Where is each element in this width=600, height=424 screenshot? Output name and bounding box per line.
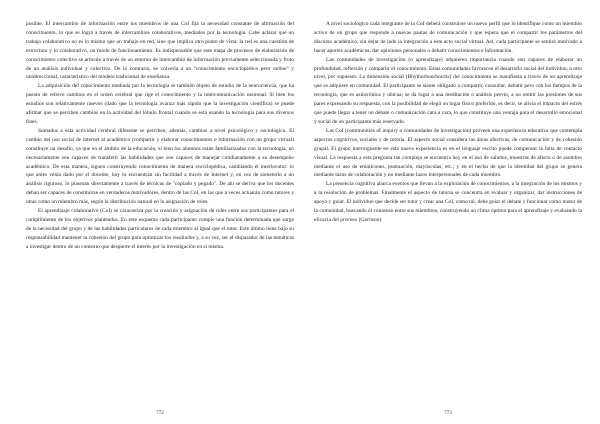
paragraph: La presencia cognitiva abarca eventos que llevan a la exploración de conocimientos, a la integración de los mismos y a la resolución de problemas. Finalmente el aspecto de tutoría se concentra en evaluar y organizar, dar instrucciones de apoyo y guiar. El individuo que decide ser tutor y crear una CoI, como tal, debe guiar el debate y funcionar como motor de la comunidad, buscando el consenso entre sus miembros, construyendo un clima óptimo para el aprendizaje y evaluando la eficacia del proceso (Garrison).	[314, 181, 582, 223]
paragraph: Las CoI (communities of inquiry o comunidades de investigación) proveen una experiencia educativa que contempla aspectos cognitivos, sociales y de tutoría. El aspecto social considera las áreas afectivas, de comunicación y de cohesión grupal. El grupo interroguente en esta nueva experiencia es en el lenguaje escrito puede compensar la falta de contacto visual. La respuesta a esta pregunta tan compleja se encuentra hoy en el uso de saludos, muestras de afecto o de asombro mediante el uso de emoticones, puntuación, mayúsculas, etc.; y en el hecho de que la identidad del grupo se genera mediante lazos de colaboración y no mediante lazos interpersonales de cada miembro.	[314, 127, 582, 179]
paragraph: La adquisición del conocimiento mediada por la tecnología se también objeto de estudio de la neurociencia, que ha puesto de relieve cambios en el orden cerebral que rige el conocimiento y la intercomunicación neuronal. Si bien los estudios son relativamente nuevos (dado que la tecnología avanza más rápido que la investigación científica) se puede afirmar que se perciben cambios en la actividad del lóbulo frontal cuando se está usando la tecnología para sus diversos fines.	[26, 83, 294, 125]
page-number: 773	[444, 411, 452, 416]
paragraph: A nivel sociológico cada integrante de la CoI deberá construirse un nuevo perfil que lo identifique como un miembro activo de un grupo que responde a nuevas pautas de comunicación y que espera que el compartir los parámetros del discurso académico, sin dejar de lado la integración a este acto social virtual. Así, cada participante se sentirá motivado a hacer aportes académicos, dar opiniones personales o debatir conocimientos e información.	[314, 21, 582, 54]
paragraph: Las comunidades de investigación (o aprendizaje) adquieren importancia cuando son capaces de elaborar un profundidad, reflexión y compartir el conocimiento. Estas comunidades favorecen el desarrollo social del individuo, a otro nivel, por supuesto. La dimensión social (Bhythorhoorhos/tis) del conocimiento se manifiesta a través de un aprendizaje que se adquiere en comunidad. El participante se siente obligado a compartir, consultar, debatir pero con los tiempos de la tecnología, que es asincrónica y ubicua; se da lugar a una meditación o análisis previo, a no omitir las presiones de sus pares expresando su respuesta, con la posibilidad de elegir su lugar físico preferido, es decir, se alivia el impacto del estrés que puede llegar a tener un debate o comunicación cara a cara, lo que constituye una ventaja para el desarrollo emocional y social de un participante más reservado.	[314, 56, 582, 125]
paragraph: El aprendizaje colaborativo (CoI) se caracteriza por la creación y asignación de roles entre sus participantes para el cumplimiento de los objetivos planteados. En este esquema cada participante cumple una función determinada que surge de la necesidad del grupo y de las habilidades particulares de cada miembro al igual que el tutor. Este último tiene bajo su responsabilidad mantener la cohesión del grupo para optimizar los resultados y, a su vez, ser el disparador de las temáticas a investigar dentro de un contexto que despierte el interés por la investigación en sí misma.	[26, 208, 294, 250]
right-page	[314, 20, 582, 416]
left-page	[26, 20, 294, 416]
paragraph: posible. El intercambio de información entre los miembros de una CoI fija la necesidad constante de afirmación del conocimiento, lo que se logra a través de intercambios colaborativos, mediados por la tecnología. Cabe aclarar que un trabajo colaborativo no es lo mismo que un trabajo en red, sino que implica otro punto de vista: la red es una cuestión de estructura y lo colaborativo, un modo de funcionamiento. Es indispensable que este mapa de procesos de elaboración de conocimiento colectivo se articule a través de un entorno de intercambio de información previamente seleccionada y fruto de un análisis individual y colectivo. De lo contrario, se volvería a un "conocimiento enciclopédico pero online" y unidireccional, característico del modelo tradicional de enseñanza.	[26, 21, 294, 81]
page-number: 772	[156, 411, 164, 416]
right-page-text	[314, 20, 582, 402]
paragraph: Sumados a esta actividad cerebral diferente se perciben, además, cambios a nivel psicológico y sociológico. El cambio del uso social de internet al académico (compartir y elaborar conocimientos e información con un grupo virtual) constituye un desafío, ya que en el ámbito de la educación, si bien los alumnos están familiarizados con la tecnología, no necesariamente son capaces de transferir las habilidades que son capaces de manejar cotidianamente a su desempeño académico. De esta manera, siguen construyendo conocimiento de manera enciclopédica, cambiando el interlocutor: lo que antes venía dado por el docente, hoy lo encuentran sin facilidad a través de Internet y, en vez de someterlo a un análisis riguroso, lo plasman directamente a través de técnicas de "copiado y pegado". De ahí se deriva que los docentes deban ser capaces de constituirse en verdaderos motivadores, dentro de las CoI, en las que a veces actuarán como tutores y otras como un miembro más, según la distribución natural en la asignación de roles.	[26, 127, 294, 206]
left-page-text	[26, 20, 294, 402]
